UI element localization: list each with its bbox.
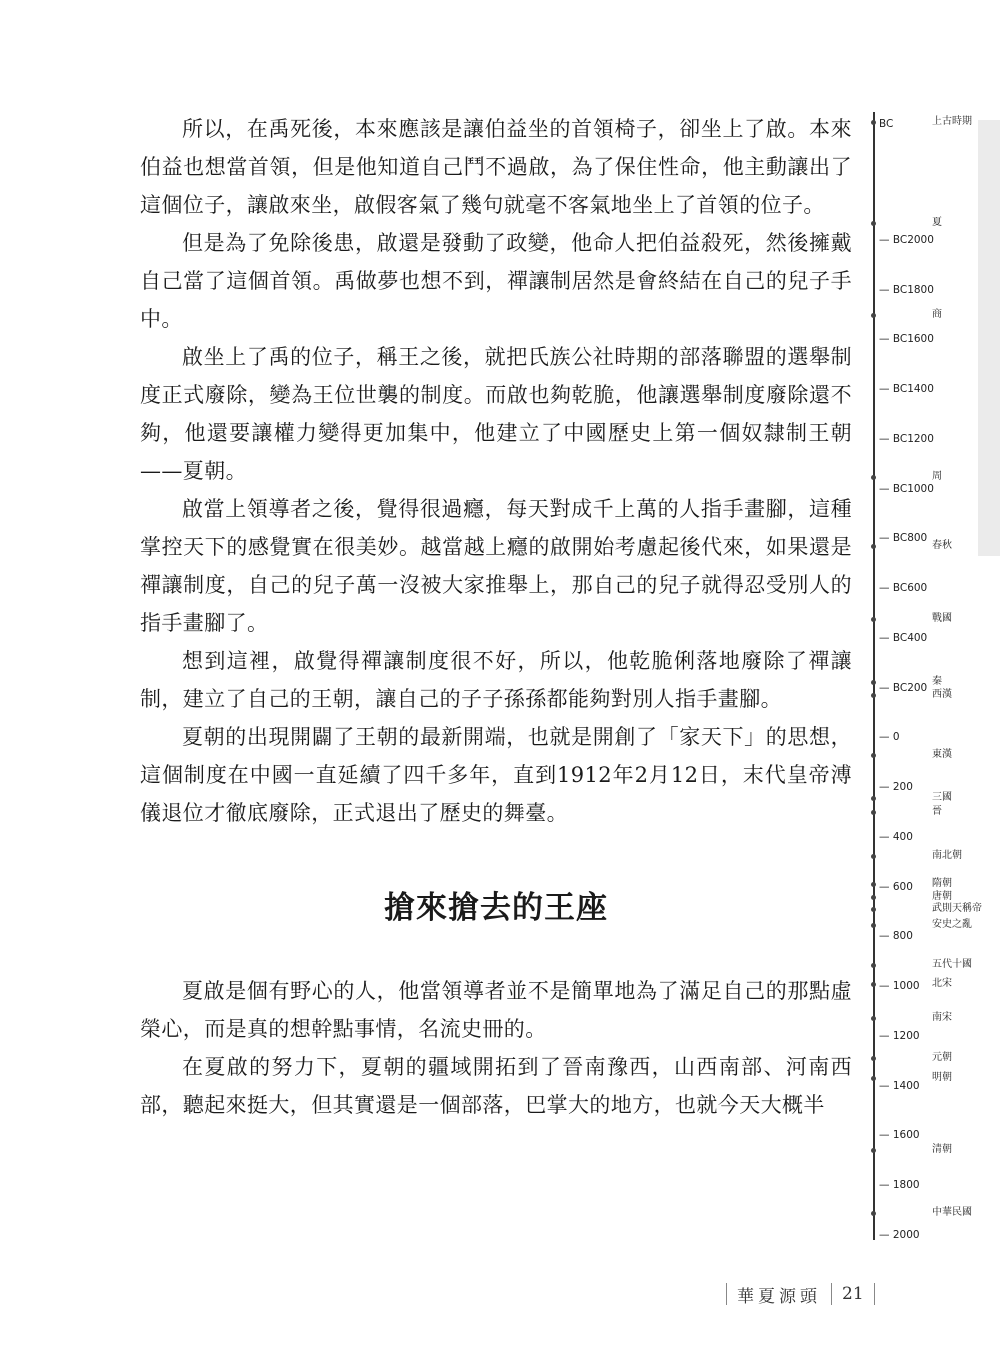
timeline-era-label: 中華民國: [932, 1206, 972, 1218]
footer-divider: [726, 1283, 727, 1305]
timeline-era-marker: [871, 1056, 876, 1061]
timeline-era-marker: [871, 1148, 876, 1153]
timeline-year-label: — 2000: [879, 1228, 920, 1241]
timeline-era-label: 隋朝: [932, 878, 952, 890]
timeline-year-label: — BC400: [879, 631, 928, 644]
timeline-year-label: — BC200: [879, 681, 928, 694]
timeline-era-marker: [871, 475, 876, 480]
timeline-year-label: — BC2000: [879, 234, 934, 246]
timeline-era-label: 西漢: [932, 689, 952, 701]
section-title: 搶來搶去的王座: [384, 890, 608, 926]
paragraph-8: 在夏啟的努力下，夏朝的疆域開拓到了晉南豫西，山西南部、河南西部，聽起來挺大，但其實還是一個部落，巴掌大的地方，也就今天大概半: [140, 1055, 852, 1117]
timeline-era-marker: [871, 1076, 876, 1081]
timeline-era-label: 武則天稱帝: [932, 903, 982, 914]
page-number: 21: [842, 1284, 864, 1304]
timeline-era-marker: [871, 796, 876, 801]
paragraph-5: 想到這裡，啟覺得禪讓制度很不好，所以，他乾脆俐落地廢除了禪讓制，建立了自己的王朝，讓自己的子子孫孫都能夠對別人指手畫腳。: [140, 649, 852, 711]
timeline-era-label: 元朝: [932, 1052, 952, 1064]
timeline-year-label: — BC1000: [879, 482, 934, 495]
timeline-era-marker: [871, 120, 876, 125]
timeline-year-label: — 1600: [879, 1129, 920, 1142]
timeline-year-label: — BC600: [879, 582, 928, 595]
timeline-era-marker: [871, 544, 876, 549]
timeline-era-label: 南北朝: [932, 849, 962, 861]
timeline-year-label: — BC1800: [879, 283, 934, 296]
footer-divider: [874, 1283, 875, 1305]
page-footer: [716, 1280, 885, 1308]
timeline-year-label: — 1000: [879, 980, 920, 993]
timeline-era-label: 晉: [932, 806, 942, 817]
timeline-year-label: — 400: [879, 830, 913, 843]
timeline-era-marker: [871, 895, 876, 900]
timeline-era-marker: [871, 221, 876, 226]
paragraph-1: 所以，在禹死後，本來應該是讓伯益坐的首領椅子，卻坐上了啟。本來伯益也想當首領，但是他知道自己鬥不過啟，為了保住性命，他主動讓出了這個位子，讓啟來坐，啟假客氣了幾句就毫不客氣地坐上了首領的位子。: [140, 117, 852, 217]
timeline-era-label: 南宋: [932, 1012, 952, 1024]
timeline-era-marker: [871, 680, 876, 685]
paragraph-7: 夏啟是個有野心的人，他當領導者並不是簡單地為了滿足自己的那點虛榮心，而是真的想幹點事情，名流史冊的。: [140, 979, 852, 1041]
timeline-era-label: 上古時期: [932, 116, 972, 127]
body-text: [140, 110, 852, 1124]
timeline-year-label: — BC1600: [879, 333, 934, 346]
timeline-year-label: — 800: [879, 930, 913, 943]
timeline-era-label: 春秋: [932, 539, 952, 551]
timeline-era-marker: [871, 313, 876, 318]
timeline-era-marker: [871, 810, 876, 815]
timeline-era-marker: [871, 753, 876, 758]
timeline-year-label: — 200: [879, 781, 913, 794]
timeline-era-label: 五代十國: [932, 958, 972, 970]
timeline-era-marker: [871, 1016, 876, 1021]
timeline-era-marker: [871, 854, 876, 859]
timeline-era-label: 明朝: [932, 1071, 952, 1083]
timeline-era-marker: [871, 923, 876, 928]
timeline-axis: [873, 112, 875, 1240]
timeline-top-label: BC: [879, 118, 894, 130]
timeline-era-marker: [871, 882, 876, 887]
timeline-era-label: 三國: [932, 792, 952, 804]
timeline-era-label: 秦: [932, 676, 942, 688]
paragraph-4: 啟當上領導者之後，覺得很過癮，每天對成千上萬的人指手畫腳，這種掌控天下的感覺實在很美妙。越當越上癮的啟開始考慮起後代來，如果還是禪讓制度，自己的兒子萬一沒被大家推舉上，那自己的兒子就得忍受別人的指手畫腳了。: [140, 497, 852, 635]
timeline-year-label: — 1800: [879, 1179, 920, 1192]
timeline-era-label: 清朝: [932, 1144, 952, 1156]
timeline-year-label: — 600: [879, 880, 913, 893]
timeline-era-label: 戰國: [932, 613, 952, 625]
timeline-year-label: — BC800: [879, 532, 928, 545]
timeline-era-marker: [871, 617, 876, 622]
timeline-year-label: — 1200: [879, 1029, 920, 1042]
timeline-era-label: 唐朝: [932, 890, 952, 902]
paragraph-6: 夏朝的出現開闢了王朝的最新開端，也就是開創了「家天下」的思想，這個制度在中國一直延續了四千多年，直到1912年2月12日，末代皇帝溥儀退位才徹底廢除，正式退出了歷史的舞臺。: [140, 725, 852, 825]
timeline-era-label: 東漢: [932, 748, 952, 760]
timeline-era-marker: [871, 907, 876, 912]
footer-divider: [831, 1283, 832, 1305]
timeline-era-marker: [871, 963, 876, 968]
paragraph-3: 啟坐上了禹的位子，稱王之後，就把氏族公社時期的部落聯盟的選舉制度正式廢除，變為王位世襲的制度。而啟也夠乾脆，他讓選舉制度廢除還不夠，他還要讓權力變得更加集中，他建立了中國歷史上第一個奴隸制王朝——夏朝。: [140, 345, 852, 483]
timeline-era-label: 北宋: [932, 977, 952, 989]
timeline-era-marker: [871, 982, 876, 987]
timeline-era-label: 夏: [932, 216, 942, 228]
timeline-year-label: — 1400: [879, 1079, 920, 1092]
paragraph-2: 但是為了免除後患，啟還是發動了政變，他命人把伯益殺死，然後擁戴自己當了這個首領。禹做夢也想不到，禪讓制居然是會終結在自己的兒子手中。: [140, 231, 852, 331]
timeline-era-marker: [871, 693, 876, 698]
timeline-year-label: — BC1400: [879, 383, 934, 396]
side-tab-marker: [978, 120, 1000, 556]
timeline-era-label: 商: [932, 308, 942, 320]
timeline-era-label: 安史之亂: [932, 919, 972, 931]
book-title: 華夏源頭: [737, 1286, 821, 1307]
timeline-era-label: 周: [932, 471, 942, 483]
timeline-year-label: — 0: [879, 731, 900, 744]
timeline-year-label: — BC1200: [879, 432, 934, 445]
timeline-era-marker: [871, 1211, 876, 1216]
